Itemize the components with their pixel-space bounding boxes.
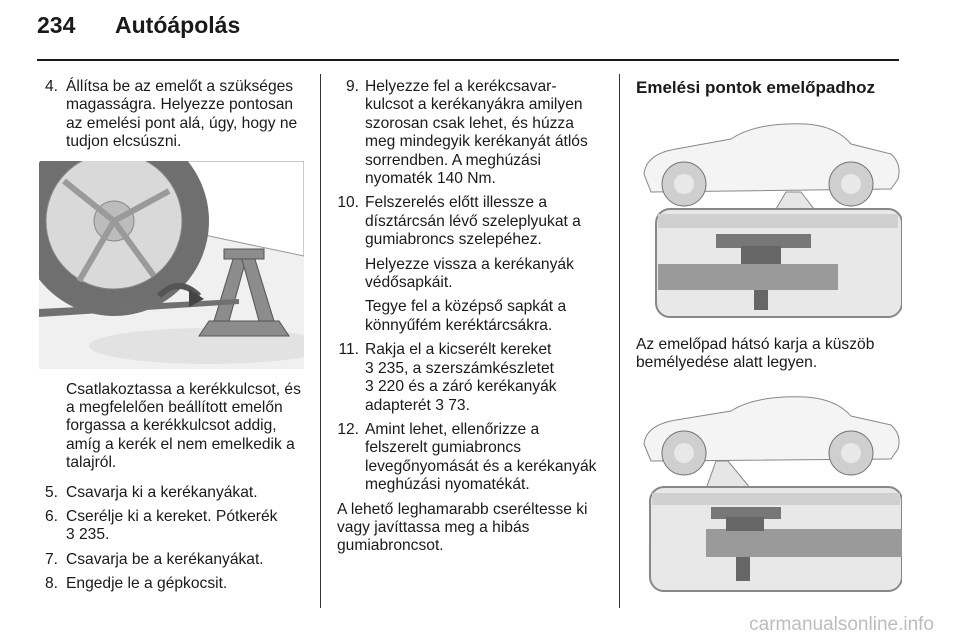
page-reference[interactable]: 3 235. [66,526,110,544]
step-number: 11. [338,341,359,359]
column-divider-1 [320,74,321,608]
step-text: Állítsa be az emelőt a szükséges magasságra. Helyezze pontosan az emelési pont alá, úgy, hogy ne tudjon elcsúszni. [66,78,298,151]
step-5 [39,484,309,502]
lift-illustration-2 [636,389,902,593]
watermark: carmanualsonline.info [749,614,934,635]
section-title: Emelési pontok emelőpadhoz [636,78,875,97]
lift-figure-2 [636,389,902,593]
step-7 [39,551,309,569]
step-number: 4. [45,78,59,95]
step-4 [39,78,309,152]
caption-text: Csatlakoztassa a kerékkulcsot, és a megfelelően beállított emelőn forgassa a kerékkulcsot addig, amíg a kerék el nem emelkedik a talajról. [66,380,301,472]
figure-caption [39,381,309,473]
closing-paragraph: A lehető leghamarabb cseréltesse ki vagy javíttassa meg a hibás gumiabroncsot. [337,500,588,555]
step-11 [337,341,605,415]
step-text: Helyezze fel a kerékcsavar-kulcsot a kerékanyákra amilyen szorosan csak lehet, és húzza meg mindegyik kerékanyát átlós sorrendben. A meghúzási nyomaték 140 Nm. [365,78,588,188]
step-number: 5. [45,483,59,501]
column-2 [337,78,605,556]
step-6 [39,508,309,545]
step-text: Engedje le a gépkocsit. [66,575,228,593]
page-reference[interactable]: adapterét 3 73. [365,396,470,414]
lift-figure-1 [636,114,902,318]
column-divider-2 [619,74,620,608]
step-number: 7. [45,550,59,568]
column-1 [39,78,309,594]
step-text: Amint lehet, ellenőrizze a felszerelt gumiabroncs levegőnyomását és a kerékanyák meghúzási nyomatékát. [365,420,597,494]
step-text: Rakja el a kicserélt kereket [365,341,552,359]
column-3 [636,78,906,593]
lift-caption: Az emelőpad hátsó karja a küszöb bemélyedése alatt legyen. [636,336,875,372]
step-8 [39,575,309,593]
step-9 [337,78,605,188]
step-10 [337,194,605,335]
page-number: 234 [37,12,76,38]
step-text: Csavarja ki a kerékanyákat. [66,483,258,501]
jack-illustration [39,161,304,369]
page-title: Autóápolás [115,12,241,38]
jack-figure [39,161,304,369]
step-text: Cserélje ki a kereket. Pótkerék [66,508,278,526]
page-reference[interactable]: 3 235, a szerszámkészletet [365,359,554,377]
step-number: 9. [345,78,359,95]
step-paragraph: Tegye fel a középső sapkát a könnyűfém keréktárcsákra. [365,298,567,334]
lift-illustration-1 [636,114,902,318]
step-text: Csavarja be a kerékanyákat. [66,550,264,568]
step-number: 8. [45,575,59,593]
step-number: 10. [337,194,359,212]
step-paragraph: Helyezze vissza a kerékanyák védősapkáit. [365,255,574,292]
step-text: Felszerelés előtt illessze a dísztárcsán lévő szeleplyukat a gumiabroncs szelepéhez. [365,194,581,249]
step-number: 12. [337,420,359,438]
step-12 [337,421,605,495]
page-reference[interactable]: 3 220 és a záró kerékanyák [365,378,557,396]
step-number: 6. [45,508,59,526]
header-rule [37,59,899,61]
